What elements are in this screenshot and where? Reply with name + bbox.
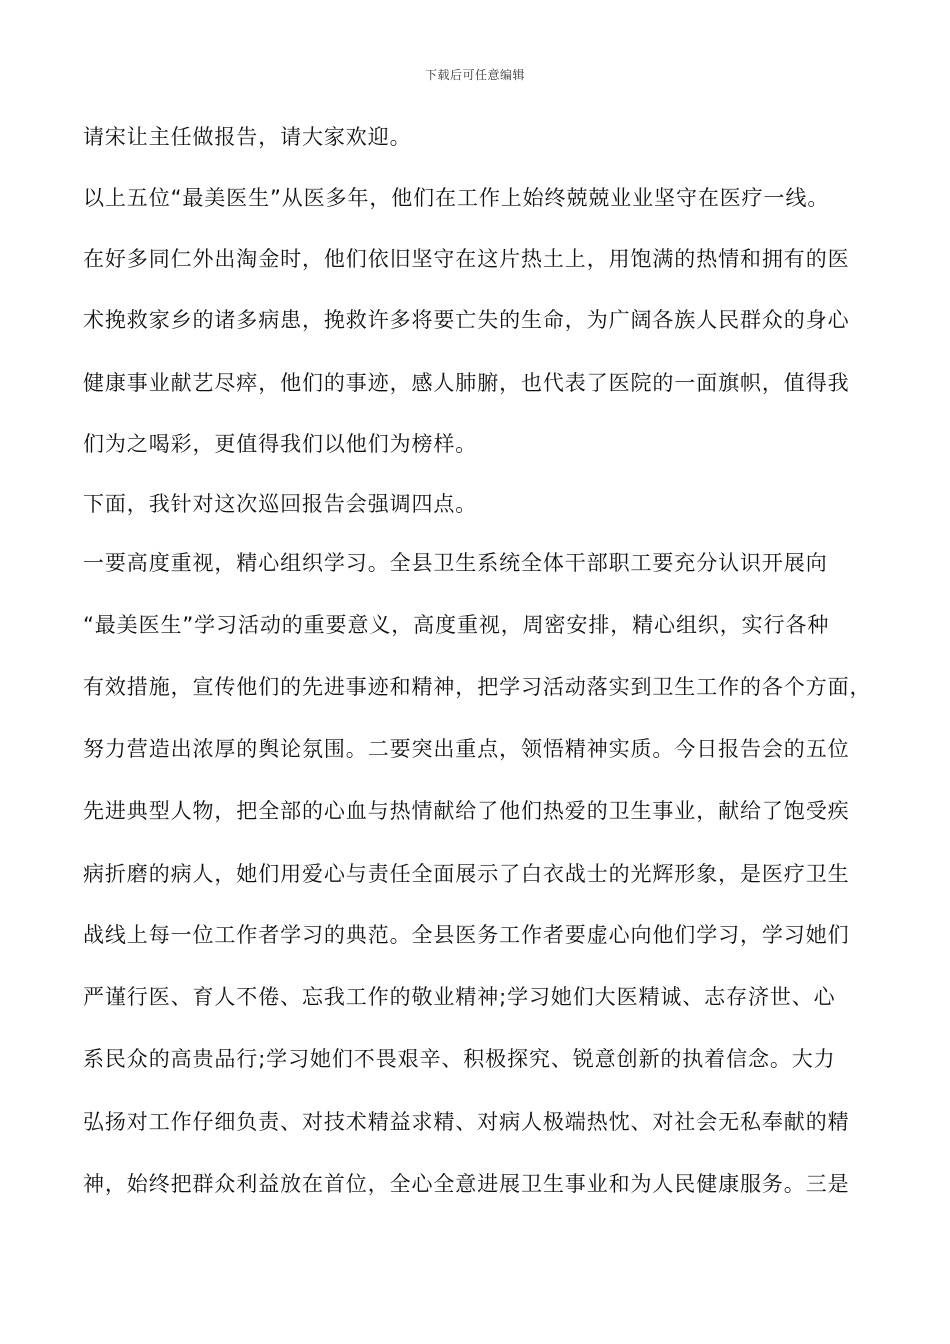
text-line: 先进典型人物，把全部的心血与热情献给了他们热爱的卫生事业，献给了饱受疾 [83, 799, 850, 823]
text-line: 以上五位“最美医生”从医多年，他们在工作上始终兢兢业业坚守在医疗一线。 [83, 186, 830, 210]
text-line: 病折磨的病人，她们用爱心与责任全面展示了白衣战士的光辉形象，是医疗卫生 [83, 862, 850, 886]
text-line: 健康事业献艺尽瘁，他们的事迹，感人肺腑，也代表了医院的一面旗帜，值得我 [83, 371, 850, 395]
text-line: 弘扬对工作仔细负责、对技术精益求精、对病人极端热忱、对社会无私奉献的精 [83, 1110, 850, 1134]
text-line: 请宋让主任做报告，请大家欢迎。 [83, 125, 412, 149]
page-header: 下载后可任意编辑 [424, 68, 525, 82]
text-line: 努力营造出浓厚的舆论氛围。二要突出重点，领悟精神实质。今日报告会的五位 [83, 737, 850, 761]
text-line: 严谨行医、育人不倦、忘我工作的敬业精神;学习她们大医精诚、志存济世、心 [83, 985, 836, 1009]
text-line: 术挽救家乡的诸多病患，挽救许多将要亡失的生命，为广阔各族人民群众的身心 [83, 308, 850, 332]
text-line: 有效措施，宣传他们的先进事迹和精神，把学习活动落实到卫生工作的各个方面， [83, 675, 872, 699]
text-line: 在好多同仁外出淘金时，他们依旧坚守在这片热土上，用饱满的热情和拥有的医 [83, 247, 850, 271]
text-line: 一要高度重视，精心组织学习。全县卫生系统全体干部职工要充分认识开展向 [83, 551, 828, 575]
text-line: 下面，我针对这次巡回报告会强调四点。 [83, 492, 478, 516]
text-line: “最美医生”学习活动的重要意义，高度重视，周密安排，精心组织，实行各种 [83, 613, 830, 637]
text-line: 系民众的高贵品行;学习她们不畏艰辛、积极探究、锐意创新的执着信念。大力 [83, 1047, 836, 1071]
text-line: 神，始终把群众利益放在首位，全心全意进展卫生事业和为人民健康服务。三是 [83, 1172, 850, 1196]
text-line: 战线上每一位工作者学习的典范。全县医务工作者要虚心向他们学习，学习她们 [83, 923, 850, 947]
text-line: 们为之喝彩，更值得我们以他们为榜样。 [83, 432, 478, 456]
